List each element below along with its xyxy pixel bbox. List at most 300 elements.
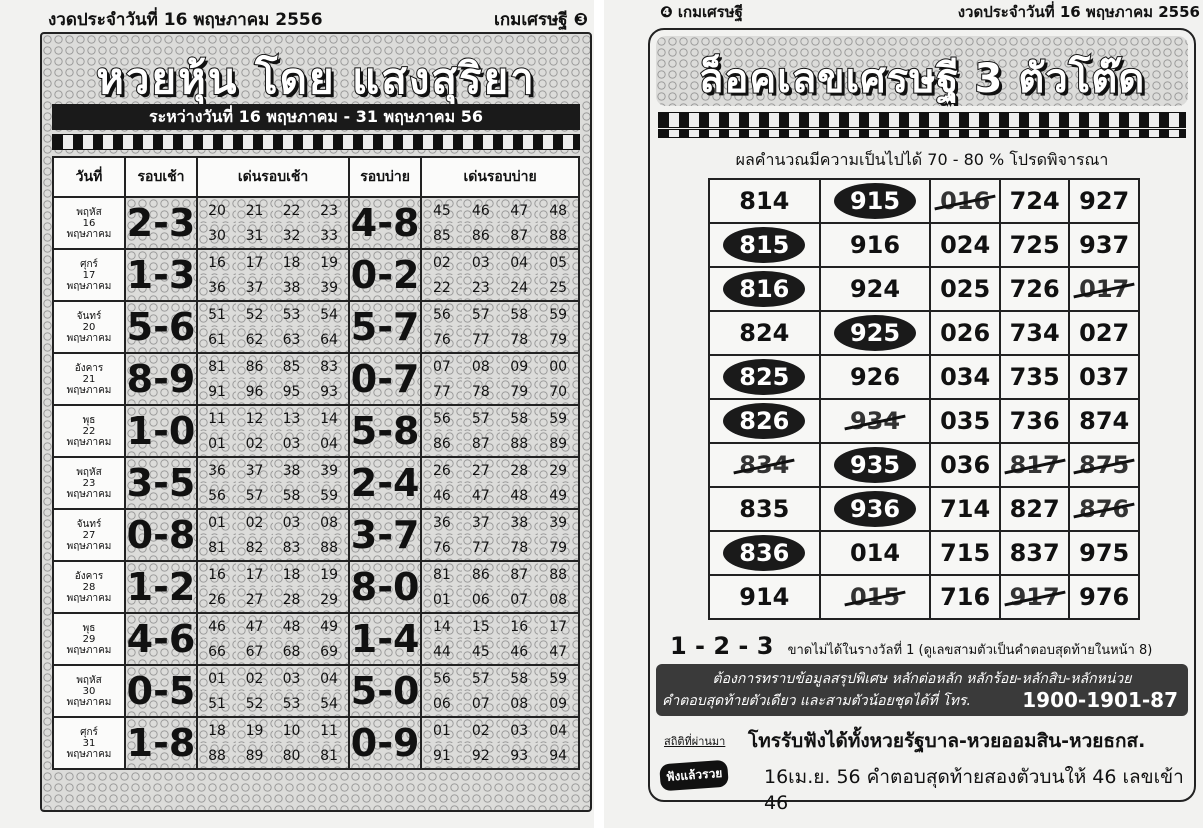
pm-pick-number: 70 [538,379,579,405]
table-row [53,405,579,431]
pm-pair: 0-9 [349,717,421,769]
am-pick-number: 68 [273,639,310,665]
right-brand: ❹ เกมเศรษฐี [660,3,743,21]
am-pick-number: 80 [273,743,310,769]
pm-pick-number: 27 [462,457,500,483]
number: 975 [1079,539,1130,567]
pm-pick-number: 46 [462,197,500,223]
circled-number: 815 [723,227,805,263]
pm-pick-number: 02 [462,717,500,743]
number: 724 [1009,187,1060,215]
am-pick-number: 08 [310,509,349,535]
grid-cell [930,531,1000,575]
right-page [604,0,1203,828]
grid-cell [820,487,931,531]
pm-pick-number: 86 [421,431,462,457]
col-header-am-picks: เด่นรอบเช้า [197,157,349,197]
crossed-number: 017 [1079,275,1130,303]
pm-pick-number: 46 [500,639,538,665]
day-label: 22 [82,425,96,437]
am-pick-number: 88 [197,743,236,769]
number: 976 [1079,583,1130,611]
pm-pick-number: 92 [462,743,500,769]
pm-pair: 0-2 [349,249,421,301]
grid-cell [930,179,1000,223]
grid-cell [709,179,820,223]
day-label: 28 [82,581,96,593]
day-cell [53,613,125,665]
crossed-number: 876 [1079,495,1130,523]
probability-subtitle: ผลคำนวณมีความเป็นไปได้ 70 - 80 % โปรดพิจารณา [735,150,1109,169]
am-pair: 0-5 [125,665,197,717]
am-pair: 3-5 [125,457,197,509]
am-pick-number: 29 [310,587,349,613]
left-title: หวยหุ้น โดย แสงสุริยา [96,54,536,103]
pm-pick-number: 87 [500,561,538,587]
listen-badge: ฟังแล้วรวย [659,760,729,792]
schedule-table [52,156,580,770]
am-pick-number: 56 [197,483,236,509]
am-pick-number: 82 [236,535,273,561]
grid-cell [709,575,820,619]
grid-cell [1069,531,1139,575]
day-label: อังคาร [74,362,104,374]
am-pick-number: 01 [197,665,236,691]
number: 736 [1009,407,1060,435]
pm-pick-number: 77 [462,535,500,561]
am-pick-number: 69 [310,639,349,665]
number: 715 [940,539,991,567]
day-label: 30 [82,685,96,697]
grid-row [709,223,1139,267]
am-pick-number: 12 [236,405,273,431]
right-header-title: งวดประจำวันที่ 16 พฤษภาคม 2556 [957,3,1200,21]
grid-cell [820,179,931,223]
am-pick-number: 19 [236,717,273,743]
am-pick-number: 54 [310,691,349,717]
pm-pick-number: 56 [421,405,462,431]
right-header [660,0,1200,22]
number: 025 [940,275,991,303]
day-label: อังคาร [74,570,104,582]
pm-pick-number: 28 [500,457,538,483]
stat-row [656,724,1188,752]
pm-pick-number: 56 [421,665,462,691]
grid-cell [709,531,820,575]
pm-pick-number: 00 [538,353,579,379]
stat-label: สถิติที่ผ่านมา [664,735,726,748]
am-pick-number: 30 [197,223,236,249]
day-label: พฤษภาคม [66,592,112,604]
crossed-number: 016 [940,187,991,215]
pm-pick-number: 48 [538,197,579,223]
pm-pick-number: 37 [462,509,500,535]
day-label: จันทร์ [76,518,102,530]
pm-pick-number: 76 [421,327,462,353]
grid-cell [930,443,1000,487]
am-pick-number: 17 [236,249,273,275]
day-label: 17 [82,269,96,281]
number: 726 [1009,275,1060,303]
am-pick-number: 96 [236,379,273,405]
am-pick-number: 18 [197,717,236,743]
pm-pick-number: 79 [538,327,579,353]
grid-cell [709,223,820,267]
am-pick-number: 19 [310,561,349,587]
am-pair: 1-3 [125,249,197,301]
am-pick-number: 02 [236,431,273,457]
am-pick-number: 10 [273,717,310,743]
day-label: พฤษภาคม [66,488,112,500]
day-label: พฤษภาคม [66,696,112,708]
pm-pick-number: 15 [462,613,500,639]
pm-pick-number: 79 [500,379,538,405]
table-row [53,509,579,535]
grid-row [709,355,1139,399]
pm-pick-number: 25 [538,275,579,301]
grid-row [709,311,1139,355]
promo-line-1: ต้องการทราบข้อมูลสรุปพิเศษ หลักต่อหลัก หลักร้อย-หลักสิบ-หลักหน่วย [712,671,1132,687]
grid-cell [709,399,820,443]
final-answer-row [656,758,1188,814]
col-header-am: รอบเช้า [125,157,197,197]
pm-pick-number: 14 [421,613,462,639]
am-pick-number: 48 [273,613,310,639]
final-answer-text: 16เม.ย. 56 คำตอบสุดท้ายสองตัวบนให้ 46 เลขเข้า 46 [764,766,1184,814]
day-label: 31 [82,737,96,749]
table-row [53,717,579,743]
am-pair: 1-0 [125,405,197,457]
circled-number: 825 [723,359,805,395]
day-cell [53,665,125,717]
grid-cell [1069,267,1139,311]
day-label: 21 [82,373,96,385]
pm-pick-number: 01 [421,587,462,613]
am-pick-number: 61 [197,327,236,353]
number: 037 [1079,363,1130,391]
am-pick-number: 66 [197,639,236,665]
checker-divider-bottom [658,129,1186,138]
col-header-pm-picks: เด่นรอบบ่าย [421,157,579,197]
pm-pick-number: 44 [421,639,462,665]
am-pick-number: 14 [310,405,349,431]
grid-cell [820,443,931,487]
day-label: ศุกร์ [80,726,98,738]
pm-pick-number: 78 [462,379,500,405]
am-pick-number: 46 [197,613,236,639]
right-title-block [656,36,1188,106]
number: 725 [1009,231,1060,259]
circled-number: 936 [834,491,916,527]
pm-pick-number: 08 [538,587,579,613]
number: 036 [940,451,991,479]
am-pick-number: 03 [273,665,310,691]
day-label: พฤษภาคม [66,540,112,552]
day-label: 20 [82,321,96,333]
am-pick-number: 18 [273,249,310,275]
phone-number: 1900-1901-87 [1022,688,1178,712]
am-pick-number: 31 [236,223,273,249]
right-title: ล็อคเลขเศรษฐี 3 ตัวโต๊ด [698,56,1146,102]
am-pick-number: 26 [197,587,236,613]
grid-cell [820,399,931,443]
note-numbers: 1 - 2 - 3 [670,632,774,660]
am-pick-number: 19 [310,249,349,275]
number: 874 [1079,407,1130,435]
am-pick-number: 93 [310,379,349,405]
grid-cell [820,531,931,575]
am-pick-number: 38 [273,457,310,483]
am-pick-number: 02 [236,509,273,535]
pm-pick-number: 38 [500,509,538,535]
am-pick-number: 33 [310,223,349,249]
page-gutter [594,0,604,828]
am-pick-number: 28 [273,587,310,613]
am-pick-number: 81 [310,743,349,769]
pm-pick-number: 91 [421,743,462,769]
grid-row [709,179,1139,223]
grid-cell [1069,223,1139,267]
number: 827 [1009,495,1060,523]
grid-cell [1000,179,1070,223]
pm-pick-number: 88 [500,431,538,457]
pm-pick-number: 48 [500,483,538,509]
grid-cell [930,267,1000,311]
col-header-date: วันที่ [53,157,125,197]
grid-cell [1000,531,1070,575]
grid-cell [709,355,820,399]
day-cell [53,249,125,301]
left-page [0,0,594,828]
grid-cell [709,487,820,531]
am-pick-number: 04 [310,431,349,457]
day-label: พุธ [82,622,96,634]
grid-cell [930,355,1000,399]
pm-pick-number: 07 [462,691,500,717]
am-pair: 8-9 [125,353,197,405]
pm-pick-number: 04 [500,249,538,275]
am-pick-number: 52 [236,691,273,717]
pm-pair: 2-4 [349,457,421,509]
am-pick-number: 16 [197,249,236,275]
grid-cell [1000,267,1070,311]
am-pick-number: 36 [197,457,236,483]
am-pick-number: 58 [273,483,310,509]
day-label: พฤษภาคม [66,644,112,656]
table-row [53,197,579,223]
am-pick-number: 95 [273,379,310,405]
grid-cell [1000,443,1070,487]
number: 927 [1079,187,1130,215]
pm-pick-number: 78 [500,327,538,353]
am-pair: 2-3 [125,197,197,249]
pm-pick-number: 06 [421,691,462,717]
am-pick-number: 23 [310,197,349,223]
grid-cell [1000,575,1070,619]
date-range-bar: ระหว่างวันที่ 16 พฤษภาคม - 31 พฤษภาคม 56 [52,104,580,130]
am-pick-number: 67 [236,639,273,665]
am-pick-number: 88 [310,535,349,561]
number: 716 [940,583,991,611]
pm-pick-number: 57 [462,665,500,691]
am-pick-number: 83 [273,535,310,561]
number: 824 [739,319,790,347]
pm-pair: 3-7 [349,509,421,561]
grid-cell [930,311,1000,355]
am-pick-number: 37 [236,275,273,301]
pm-pick-number: 81 [421,561,462,587]
grid-cell [709,311,820,355]
number: 937 [1079,231,1130,259]
pm-pair: 1-4 [349,613,421,665]
pm-pick-number: 36 [421,509,462,535]
pm-pick-number: 39 [538,509,579,535]
right-frame [648,28,1196,814]
am-pick-number: 53 [273,301,310,327]
am-pair: 5-6 [125,301,197,353]
left-brand: เกมเศรษฐี ❸ [494,10,588,30]
grid-cell [1069,179,1139,223]
grid-cell [709,443,820,487]
am-pick-number: 81 [197,353,236,379]
grid-cell [1069,575,1139,619]
grid-cell [709,267,820,311]
pm-pick-number: 79 [538,535,579,561]
pm-pick-number: 24 [500,275,538,301]
pm-pick-number: 04 [538,717,579,743]
pm-pick-number: 56 [421,301,462,327]
am-pick-number: 16 [197,561,236,587]
grid-cell [1000,399,1070,443]
pm-pick-number: 02 [421,249,462,275]
table-row [53,301,579,327]
pm-pick-number: 87 [462,431,500,457]
pm-pick-number: 09 [500,353,538,379]
day-cell [53,509,125,561]
am-pick-number: 11 [310,717,349,743]
number: 034 [940,363,991,391]
day-label: พฤหัส [76,674,102,686]
left-header [48,4,588,32]
day-cell [53,561,125,613]
day-label: พฤหัส [76,466,102,478]
day-label: 16 [82,217,96,229]
am-pick-number: 81 [197,535,236,561]
day-label: พฤษภาคม [66,332,112,344]
grid-cell [930,223,1000,267]
grid-cell [1000,355,1070,399]
number: 027 [1079,319,1130,347]
pm-pick-number: 86 [462,561,500,587]
pm-pick-number: 07 [421,353,462,379]
circled-number: 826 [723,403,805,439]
am-pick-number: 63 [273,327,310,353]
grid-cell [1069,355,1139,399]
number: 814 [739,187,790,215]
day-label: ศุกร์ [80,258,98,270]
day-label: 23 [82,477,96,489]
pm-pick-number: 45 [462,639,500,665]
grid-row [709,267,1139,311]
number: 835 [739,495,790,523]
pm-pick-number: 88 [538,561,579,587]
grid-cell [820,311,931,355]
stat-message: โทรรับฟังได้ทั้งหวยรัฐบาล-หวยออมสิน-หวยธกส. [748,730,1146,752]
pm-pick-number: 58 [500,301,538,327]
pm-pick-number: 47 [500,197,538,223]
note-line [670,632,1190,660]
table-row [53,665,579,691]
grid-cell [820,267,931,311]
pm-pick-number: 47 [538,639,579,665]
pm-pick-number: 01 [421,717,462,743]
pm-pick-number: 07 [500,587,538,613]
am-pick-number: 04 [310,665,349,691]
grid-cell [1069,443,1139,487]
pm-pair: 5-0 [349,665,421,717]
pm-pick-number: 03 [462,249,500,275]
table-row [53,457,579,483]
checker-divider [52,134,580,150]
grid-cell [930,575,1000,619]
crossed-number: 875 [1079,451,1130,479]
am-pick-number: 62 [236,327,273,353]
am-pick-number: 32 [273,223,310,249]
day-label: พฤษภาคม [66,280,112,292]
number: 024 [940,231,991,259]
am-pick-number: 02 [236,665,273,691]
pm-pick-number: 89 [538,431,579,457]
pm-pick-number: 22 [421,275,462,301]
number: 734 [1009,319,1060,347]
number: 916 [849,231,901,259]
number: 714 [940,495,991,523]
day-label: พุธ [82,414,96,426]
pm-pick-number: 86 [462,223,500,249]
am-pick-number: 54 [310,301,349,327]
pm-pick-number: 94 [538,743,579,769]
table-row [53,561,579,587]
am-pick-number: 20 [197,197,236,223]
am-pick-number: 52 [236,301,273,327]
pm-pick-number: 58 [500,665,538,691]
pm-pick-number: 57 [462,301,500,327]
checker-divider-top [658,112,1186,128]
day-label: พฤษภาคม [66,228,112,240]
pm-pick-number: 06 [462,587,500,613]
grid-cell [1000,223,1070,267]
pm-pair: 5-8 [349,405,421,457]
grid-cell [1069,311,1139,355]
grid-row [709,575,1139,619]
am-pick-number: 86 [236,353,273,379]
am-pair: 0-8 [125,509,197,561]
crossed-number: 917 [1009,583,1060,611]
am-pick-number: 53 [273,691,310,717]
circled-number: 816 [723,271,805,307]
grid-cell [1000,487,1070,531]
grid-cell [820,575,931,619]
number: 026 [940,319,991,347]
pm-pick-number: 26 [421,457,462,483]
am-pick-number: 39 [310,275,349,301]
promo-box [656,664,1188,716]
pm-pair: 5-7 [349,301,421,353]
pm-pick-number: 46 [421,483,462,509]
pm-pick-number: 88 [538,223,579,249]
col-header-pm: รอบบ่าย [349,157,421,197]
circled-number: 935 [834,447,916,483]
